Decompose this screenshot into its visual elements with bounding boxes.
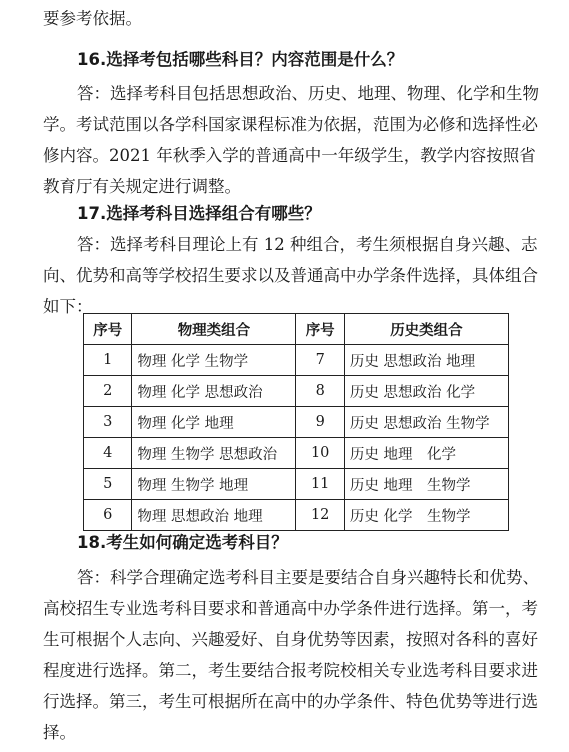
cell-combo: 历史 思想政治 化学 [344, 376, 508, 407]
cell-index: 12 [296, 500, 344, 531]
text-line: 答：选择考科目包括思想政治、历史、地理、物理、化学和生物 [77, 84, 539, 103]
text-line: 修内容。2021 年秋季入学的普通高中一年级学生，教学内容按照省 [43, 146, 536, 165]
text-line: 向、优势和高等学校招生要求以及普通高中办学条件选择，具体组合 [43, 266, 538, 285]
answer-16-paragraph [43, 78, 551, 202]
table-row [84, 469, 509, 500]
table-row [84, 345, 509, 376]
table-row [84, 376, 509, 407]
cell-combo: 历史 思想政治 地理 [344, 345, 508, 376]
intro-tail-paragraph [43, 3, 551, 34]
cell-index: 5 [84, 469, 132, 500]
answer-17-paragraph [43, 229, 551, 322]
header-physics-combos: 物理类组合 [132, 314, 296, 345]
cell-index: 1 [84, 345, 132, 376]
cell-combo: 历史 化学 生物学 [344, 500, 508, 531]
table-row [84, 438, 509, 469]
cell-index: 7 [296, 345, 344, 376]
question-18-heading: 18.考生如何确定选考科目？ [77, 533, 288, 552]
text-line: 行选择。第三，考生可根据所在高中的办学条件、特色优势等进行选 [43, 692, 538, 711]
cell-index: 11 [296, 469, 344, 500]
cell-combo: 物理 化学 生物学 [132, 345, 296, 376]
cell-combo: 物理 思想政治 地理 [132, 500, 296, 531]
text-line: 教育厅有关规定进行调整。 [43, 177, 241, 196]
header-history-combos: 历史类组合 [344, 314, 508, 345]
cell-index: 8 [296, 376, 344, 407]
subject-combination-table [83, 313, 509, 531]
cell-index: 6 [84, 500, 132, 531]
table-header-row [84, 314, 509, 345]
text-line: 答：选择考科目理论上有 12 种组合，考生须根据自身兴趣、志 [77, 235, 538, 254]
cell-index: 2 [84, 376, 132, 407]
cell-index: 9 [296, 407, 344, 438]
question-16-heading: 16.选择考包括哪些科目？内容范围是什么？ [77, 50, 404, 69]
cell-index: 4 [84, 438, 132, 469]
header-index: 序号 [84, 314, 132, 345]
cell-combo: 历史 思想政治 生物学 [344, 407, 508, 438]
table-row [84, 407, 509, 438]
answer-18-paragraph [43, 562, 551, 748]
cell-combo: 历史 地理 化学 [344, 438, 508, 469]
table-row [84, 500, 509, 531]
text-line: 生可根据个人志向、兴趣爱好、自身优势等因素，按照对各科的喜好 [43, 630, 538, 649]
cell-combo: 物理 生物学 思想政治 [132, 438, 296, 469]
text-line: 程度进行选择。第二，考生要结合报考院校相关专业选考科目要求进 [43, 661, 538, 680]
question-17-heading: 17.选择考科目选择组合有哪些？ [77, 204, 321, 223]
text-line: 答：科学合理确定选考科目主要是要结合自身兴趣特长和优势、 [77, 568, 539, 587]
cell-combo: 物理 化学 地理 [132, 407, 296, 438]
text-line: 高校招生专业选考科目要求和普通高中办学条件进行选择。第一，考 [43, 599, 538, 618]
cell-index: 10 [296, 438, 344, 469]
cell-combo: 历史 地理 生物学 [344, 469, 508, 500]
text-line: 要参考依据。 [43, 9, 142, 28]
text-line: 如下： [43, 297, 93, 316]
text-line: 学。考试范围以各学科国家课程标准为依据，范围为必修和选择性必 [43, 115, 538, 134]
cell-combo: 物理 化学 思想政治 [132, 376, 296, 407]
cell-combo: 物理 生物学 地理 [132, 469, 296, 500]
text-line: 择。 [43, 723, 76, 742]
header-index: 序号 [296, 314, 344, 345]
cell-index: 3 [84, 407, 132, 438]
